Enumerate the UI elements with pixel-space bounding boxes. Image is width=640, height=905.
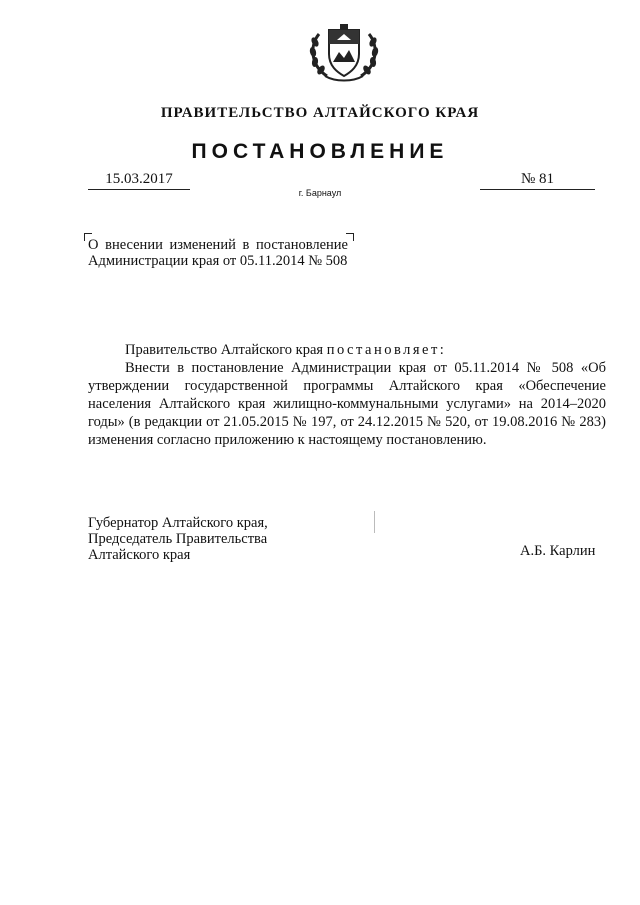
decree-lead: Правительство Алтайского края (125, 342, 327, 358)
decree-paragraph: Внести в постановление Администрации края от 05.11.2014 № 508 «Об утверждении государственной программы Алтайского края «Обеспечение населения Алтайского края жилищно-коммунальными услугами» на 2014–2020 годы» (в редакции от 21.05.2015 № 197, от 24.12.2015 № 520, от 19.08.2016 № 283) изменения согласно приложению к настоящему постановлению. (88, 360, 606, 448)
signature-mark (374, 511, 375, 533)
government-name: ПРАВИТЕЛЬСТВО АЛТАЙСКОГО КРАЯ (160, 105, 480, 121)
signer-title (88, 515, 268, 563)
signer-title-line: Алтайского края (88, 547, 191, 563)
decree-word: постановляет: (326, 342, 447, 358)
signer-name: А.Б. Карлин (520, 543, 596, 559)
signer-title-line: Председатель Правительства (88, 531, 268, 547)
decree-line (125, 341, 446, 359)
coat-of-arms-icon (305, 14, 383, 84)
city-label: г. Барнаул (298, 188, 342, 198)
document-type: ПОСТАНОВЛЕНИЕ (191, 140, 449, 163)
signer-title-line: Губернатор Алтайского края, (88, 515, 268, 531)
document-date: 15.03.2017 (88, 171, 190, 190)
document-subject: О внесении изменений в постановление Администрации края от 05.11.2014 № 508 (88, 237, 348, 269)
document-number: № 81 (480, 171, 595, 190)
